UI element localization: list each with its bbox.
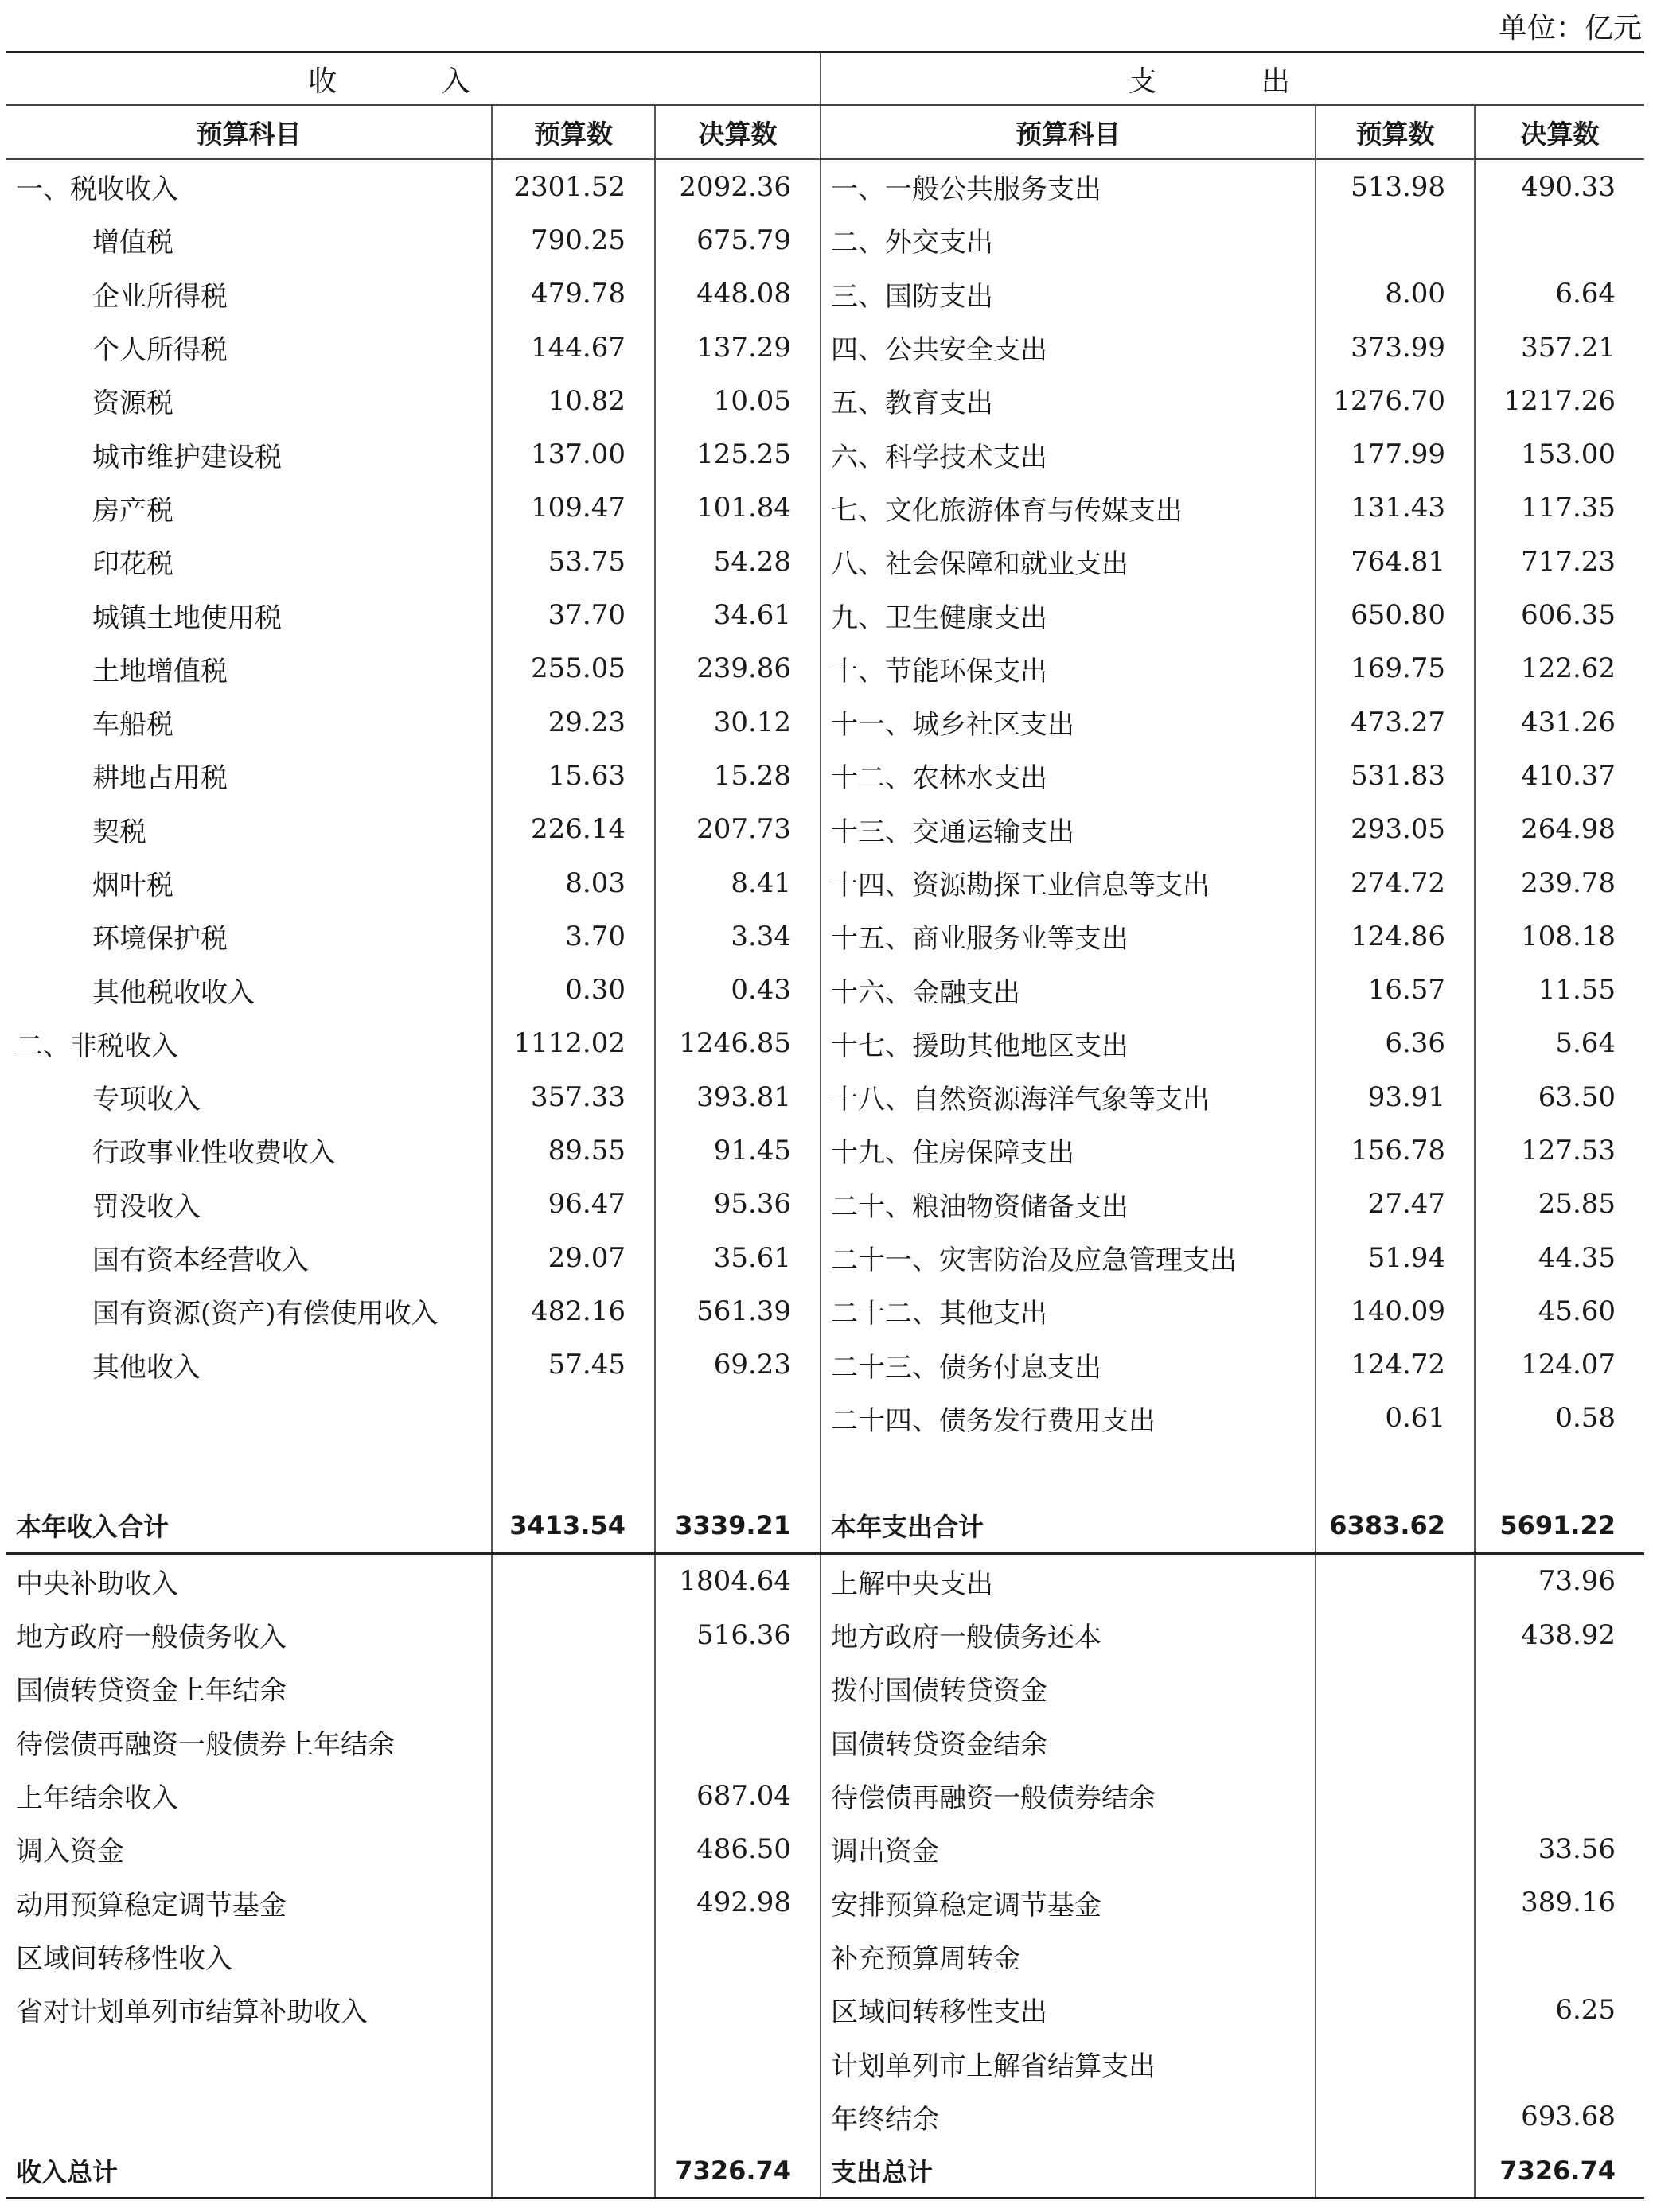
table-row [6, 1715, 1644, 1769]
expense-item: 二十四、债务发行费用支出 [821, 1392, 1316, 1445]
table-row [6, 1178, 1644, 1231]
income-item: 区域间转移性收入 [16, 1942, 232, 1975]
expense-item: 五、教育支出 [821, 374, 1316, 427]
expense-budget [1316, 2090, 1475, 2144]
expense-final: 693.68 [1475, 2090, 1644, 2144]
expense-final: 6.64 [1475, 267, 1644, 321]
budget-table [6, 51, 1644, 2199]
expense-budget: 6.36 [1316, 1017, 1475, 1070]
income-final: 137.29 [655, 321, 821, 374]
table-row [6, 909, 1644, 963]
income-budget: 144.67 [492, 321, 655, 374]
expense-budget: 8.00 [1316, 267, 1475, 321]
expense-budget [1316, 1983, 1475, 2036]
income-final [655, 1392, 821, 1445]
income-final: 687.04 [655, 1769, 821, 1822]
expense-item: 年终结余 [821, 2090, 1316, 2144]
expense-final: 357.21 [1475, 321, 1644, 374]
expense-grand-total-label: 支出总计 [821, 2144, 1316, 2198]
expense-final: 45.60 [1475, 1284, 1644, 1338]
expense-budget [1316, 1769, 1475, 1822]
table-row [6, 427, 1644, 481]
income-budget: 89.55 [492, 1124, 655, 1177]
income-final [655, 2090, 821, 2144]
income-grand-total-label: 收入总计 [6, 2144, 492, 2198]
expense-item: 四、公共安全支出 [821, 321, 1316, 374]
income-budget: 57.45 [492, 1338, 655, 1392]
income-budget: 29.23 [492, 695, 655, 749]
expense-final: 438.92 [1475, 1608, 1644, 1661]
table-row [6, 963, 1644, 1016]
table-row [6, 481, 1644, 535]
table-row [6, 1231, 1644, 1284]
table-row [6, 213, 1644, 267]
expense-final: 33.56 [1475, 1822, 1644, 1875]
expense-budget: 1276.70 [1316, 374, 1475, 427]
expense-item: 十一、城乡社区支出 [821, 695, 1316, 749]
expense-year-total-final: 5691.22 [1475, 1498, 1644, 1553]
expense-budget: 373.99 [1316, 321, 1475, 374]
expense-budget: 140.09 [1316, 1284, 1475, 1338]
income-final: 15.28 [655, 749, 821, 802]
income-final: 393.81 [655, 1070, 821, 1124]
empty-cell [6, 1445, 492, 1498]
expense-item: 一、一般公共服务支出 [821, 159, 1316, 213]
income-item: 国有资源(资产)有偿使用收入 [92, 1298, 439, 1330]
expense-item: 区域间转移性支出 [821, 1983, 1316, 2036]
income-final [655, 2036, 821, 2089]
table-row [6, 642, 1644, 695]
expense-final: 122.62 [1475, 642, 1644, 695]
year-total-row [6, 1498, 1644, 1553]
expense-budget [1316, 1822, 1475, 1875]
expense-final: 63.50 [1475, 1070, 1644, 1124]
expense-final: 25.85 [1475, 1178, 1644, 1231]
income-final: 35.61 [655, 1231, 821, 1284]
col-budget-income: 预算数 [492, 105, 655, 159]
expense-budget: 177.99 [1316, 427, 1475, 481]
expense-final [1475, 213, 1644, 267]
income-budget: 10.82 [492, 374, 655, 427]
table-row [6, 1284, 1644, 1338]
income-item: 专项收入 [92, 1084, 201, 1116]
expense-budget: 27.47 [1316, 1178, 1475, 1231]
column-header-row [6, 105, 1644, 159]
expense-final [1475, 2036, 1644, 2089]
expense-budget: 0.61 [1316, 1392, 1475, 1445]
income-budget [492, 1983, 655, 2036]
expense-item: 调出资金 [821, 1822, 1316, 1875]
income-item [6, 2036, 492, 2089]
income-budget: 29.07 [492, 1231, 655, 1284]
expense-item: 待偿债再融资一般债券结余 [821, 1769, 1316, 1822]
expense-item: 十四、资源勘探工业信息等支出 [821, 856, 1316, 909]
expense-item: 十七、援助其他地区支出 [821, 1017, 1316, 1070]
income-item: 其他税收收入 [92, 976, 255, 1009]
expense-budget: 156.78 [1316, 1124, 1475, 1177]
table-row [6, 321, 1644, 374]
expense-item: 九、卫生健康支出 [821, 588, 1316, 641]
expense-final: 108.18 [1475, 909, 1644, 963]
table-row [6, 1822, 1644, 1875]
table-row [6, 1070, 1644, 1124]
income-budget: 37.70 [492, 588, 655, 641]
income-item: 契税 [92, 816, 146, 848]
income-budget: 109.47 [492, 481, 655, 535]
expense-budget [1316, 1608, 1475, 1661]
expense-budget [1316, 213, 1475, 267]
expense-final: 117.35 [1475, 481, 1644, 535]
expense-budget [1316, 1715, 1475, 1769]
expense-budget: 764.81 [1316, 535, 1475, 588]
empty-cell [1475, 1445, 1644, 1498]
expense-final: 6.25 [1475, 1983, 1644, 2036]
expense-budget: 274.72 [1316, 856, 1475, 909]
income-final: 239.86 [655, 642, 821, 695]
table-row [6, 1608, 1644, 1661]
expense-final: 11.55 [1475, 963, 1644, 1016]
expense-final: 0.58 [1475, 1392, 1644, 1445]
col-final-income: 决算数 [655, 105, 821, 159]
expense-year-total-budget: 6383.62 [1316, 1498, 1475, 1553]
expense-final: 5.64 [1475, 1017, 1644, 1070]
income-section-header: 收 入 [6, 53, 821, 106]
income-budget: 3.70 [492, 909, 655, 963]
expense-budget: 473.27 [1316, 695, 1475, 749]
income-budget: 96.47 [492, 1178, 655, 1231]
table-row [6, 2090, 1644, 2144]
col-budget-expense: 预算数 [1316, 105, 1475, 159]
expense-budget [1316, 2036, 1475, 2089]
expense-item: 二十三、债务付息支出 [821, 1338, 1316, 1392]
income-year-total-final: 3339.21 [655, 1498, 821, 1553]
expense-budget: 531.83 [1316, 749, 1475, 802]
expense-item: 十三、交通运输支出 [821, 803, 1316, 856]
income-budget: 0.30 [492, 963, 655, 1016]
expense-final: 127.53 [1475, 1124, 1644, 1177]
expense-item: 二十、粮油物资储备支出 [821, 1178, 1316, 1231]
expense-item: 二、外交支出 [821, 213, 1316, 267]
income-budget [492, 1876, 655, 1930]
income-final [655, 1930, 821, 1983]
income-item: 地方政府一般债务收入 [16, 1622, 287, 1654]
income-year-total-budget: 3413.54 [492, 1498, 655, 1553]
table-row [6, 1338, 1644, 1392]
table-row [6, 749, 1644, 802]
expense-budget: 124.86 [1316, 909, 1475, 963]
income-budget [492, 2036, 655, 2089]
income-budget: 482.16 [492, 1284, 655, 1338]
expense-section-header: 支 出 [821, 53, 1644, 106]
income-item: 中央补助收入 [16, 1567, 178, 1600]
income-final: 492.98 [655, 1876, 821, 1930]
expense-item: 十八、自然资源海洋气象等支出 [821, 1070, 1316, 1124]
income-final: 1246.85 [655, 1017, 821, 1070]
income-budget [492, 1661, 655, 1715]
income-item: 车船税 [92, 709, 173, 742]
expense-final: 490.33 [1475, 159, 1644, 213]
expense-budget: 93.91 [1316, 1070, 1475, 1124]
income-final: 125.25 [655, 427, 821, 481]
empty-cell [1316, 1445, 1475, 1498]
expense-item: 六、科学技术支出 [821, 427, 1316, 481]
income-budget [492, 1608, 655, 1661]
income-item: 个人所得税 [92, 334, 228, 367]
expense-budget: 16.57 [1316, 963, 1475, 1016]
expense-item: 安排预算稳定调节基金 [821, 1876, 1316, 1930]
expense-final: 239.78 [1475, 856, 1644, 909]
income-budget: 53.75 [492, 535, 655, 588]
expense-item: 七、文化旅游体育与传媒支出 [821, 481, 1316, 535]
income-final: 516.36 [655, 1608, 821, 1661]
income-final: 95.36 [655, 1178, 821, 1231]
empty-cell [492, 1445, 655, 1498]
empty-cell [655, 1445, 821, 1498]
income-final: 54.28 [655, 535, 821, 588]
table-row [6, 1661, 1644, 1715]
expense-budget: 650.80 [1316, 588, 1475, 641]
expense-budget: 51.94 [1316, 1231, 1475, 1284]
income-item: 环境保护税 [92, 923, 228, 956]
table-row [6, 159, 1644, 213]
expense-grand-total-budget [1316, 2144, 1475, 2198]
empty-cell [821, 1445, 1316, 1498]
expense-final: 410.37 [1475, 749, 1644, 802]
expense-item: 国债转贷资金结余 [821, 1715, 1316, 1769]
income-final: 3.34 [655, 909, 821, 963]
income-item: 二、非税收入 [16, 1030, 178, 1062]
section-header-row [6, 53, 1644, 106]
expense-budget [1316, 1930, 1475, 1983]
income-item: 调入资金 [16, 1836, 124, 1868]
income-budget [492, 2090, 655, 2144]
table-row [6, 2036, 1644, 2089]
expense-budget [1316, 1553, 1475, 1608]
income-year-total-label: 本年收入合计 [6, 1498, 492, 1553]
income-item: 增值税 [92, 227, 173, 259]
income-budget: 357.33 [492, 1070, 655, 1124]
income-final: 207.73 [655, 803, 821, 856]
income-budget: 1112.02 [492, 1017, 655, 1070]
expense-final: 606.35 [1475, 588, 1644, 641]
expense-item: 地方政府一般债务还本 [821, 1608, 1316, 1661]
income-item: 省对计划单列市结算补助收入 [16, 1996, 368, 2029]
expense-item: 十、节能环保支出 [821, 642, 1316, 695]
expense-item: 十九、住房保障支出 [821, 1124, 1316, 1177]
table-row [6, 1392, 1644, 1445]
income-final: 448.08 [655, 267, 821, 321]
income-item: 房产税 [92, 494, 173, 527]
income-final: 91.45 [655, 1124, 821, 1177]
income-final: 561.39 [655, 1284, 821, 1338]
table-row [6, 1930, 1644, 1983]
income-final: 1804.64 [655, 1553, 821, 1608]
income-budget: 8.03 [492, 856, 655, 909]
income-budget: 479.78 [492, 267, 655, 321]
income-item: 耕地占用税 [92, 762, 228, 795]
income-budget: 15.63 [492, 749, 655, 802]
expense-item: 十五、商业服务业等支出 [821, 909, 1316, 963]
table-row [6, 374, 1644, 427]
expense-final [1475, 1715, 1644, 1769]
income-item [6, 1392, 492, 1445]
expense-item: 上解中央支出 [821, 1553, 1316, 1608]
expense-final: 124.07 [1475, 1338, 1644, 1392]
expense-budget: 169.75 [1316, 642, 1475, 695]
expense-item: 二十一、灾害防治及应急管理支出 [821, 1231, 1316, 1284]
income-final: 486.50 [655, 1822, 821, 1875]
expense-final: 1217.26 [1475, 374, 1644, 427]
expense-budget: 293.05 [1316, 803, 1475, 856]
col-subject-income: 预算科目 [6, 105, 492, 159]
income-budget: 2301.52 [492, 159, 655, 213]
expense-final: 717.23 [1475, 535, 1644, 588]
income-item: 资源税 [92, 387, 173, 420]
income-final: 675.79 [655, 213, 821, 267]
expense-item: 计划单列市上解省结算支出 [821, 2036, 1316, 2089]
income-budget: 255.05 [492, 642, 655, 695]
income-item [6, 2090, 492, 2144]
table-row [6, 1983, 1644, 2036]
income-item: 土地增值税 [92, 655, 228, 687]
income-item: 行政事业性收费收入 [92, 1137, 336, 1170]
expense-item: 十二、农林水支出 [821, 749, 1316, 802]
income-budget [492, 1715, 655, 1769]
income-final: 10.05 [655, 374, 821, 427]
expense-grand-total-final: 7326.74 [1475, 2144, 1644, 2198]
expense-budget: 124.72 [1316, 1338, 1475, 1392]
income-item: 待偿债再融资一般债券上年结余 [16, 1728, 395, 1761]
table-row [6, 1124, 1644, 1177]
income-item: 一、税收收入 [16, 173, 178, 206]
expense-final: 44.35 [1475, 1231, 1644, 1284]
table-row [6, 695, 1644, 749]
expense-item: 三、国防支出 [821, 267, 1316, 321]
table-row [6, 588, 1644, 641]
spacer-row [6, 1445, 1644, 1498]
income-final: 34.61 [655, 588, 821, 641]
expense-final [1475, 1769, 1644, 1822]
table-row [6, 535, 1644, 588]
income-final: 0.43 [655, 963, 821, 1016]
unit-label: 单位：亿元 [1498, 12, 1642, 45]
income-item: 烟叶税 [92, 870, 173, 902]
income-final: 8.41 [655, 856, 821, 909]
income-final [655, 1983, 821, 2036]
table-row [6, 1553, 1644, 1608]
income-item: 国有资本经营收入 [92, 1244, 309, 1277]
expense-final: 264.98 [1475, 803, 1644, 856]
table-row [6, 803, 1644, 856]
income-final: 2092.36 [655, 159, 821, 213]
income-item: 上年结余收入 [16, 1782, 178, 1815]
income-final: 69.23 [655, 1338, 821, 1392]
expense-item: 二十二、其他支出 [821, 1284, 1316, 1338]
expense-final: 431.26 [1475, 695, 1644, 749]
income-item: 印花税 [92, 548, 173, 581]
income-grand-total-budget [492, 2144, 655, 2198]
income-item: 企业所得税 [92, 280, 228, 313]
income-item: 动用预算稳定调节基金 [16, 1889, 287, 1922]
table-row [6, 1876, 1644, 1930]
income-item: 罚没收入 [92, 1190, 201, 1223]
table-row [6, 1017, 1644, 1070]
income-budget [492, 1769, 655, 1822]
income-final [655, 1661, 821, 1715]
col-final-expense: 决算数 [1475, 105, 1644, 159]
expense-item: 拨付国债转贷资金 [821, 1661, 1316, 1715]
expense-year-total-label: 本年支出合计 [821, 1498, 1316, 1553]
expense-final: 73.96 [1475, 1553, 1644, 1608]
expense-budget [1316, 1661, 1475, 1715]
income-grand-total-final: 7326.74 [655, 2144, 821, 2198]
expense-budget: 131.43 [1316, 481, 1475, 535]
income-item: 其他收入 [92, 1351, 201, 1384]
table-row [6, 856, 1644, 909]
expense-final: 389.16 [1475, 1876, 1644, 1930]
income-final: 30.12 [655, 695, 821, 749]
income-budget [492, 1553, 655, 1608]
table-row [6, 1769, 1644, 1822]
income-budget [492, 1822, 655, 1875]
col-subject-expense: 预算科目 [821, 105, 1316, 159]
table-row [6, 267, 1644, 321]
income-final: 101.84 [655, 481, 821, 535]
income-budget: 790.25 [492, 213, 655, 267]
income-budget: 137.00 [492, 427, 655, 481]
expense-final: 153.00 [1475, 427, 1644, 481]
income-item: 城市维护建设税 [92, 441, 282, 473]
expense-item: 八、社会保障和就业支出 [821, 535, 1316, 588]
expense-item: 补充预算周转金 [821, 1930, 1316, 1983]
expense-budget: 513.98 [1316, 159, 1475, 213]
income-item: 国债转贷资金上年结余 [16, 1675, 287, 1708]
expense-budget [1316, 1876, 1475, 1930]
expense-final [1475, 1661, 1644, 1715]
income-item: 城镇土地使用税 [92, 602, 282, 634]
expense-final [1475, 1930, 1644, 1983]
income-budget: 226.14 [492, 803, 655, 856]
income-budget [492, 1930, 655, 1983]
income-budget [492, 1392, 655, 1445]
grand-total-row [6, 2144, 1644, 2198]
income-final [655, 1715, 821, 1769]
expense-item: 十六、金融支出 [821, 963, 1316, 1016]
